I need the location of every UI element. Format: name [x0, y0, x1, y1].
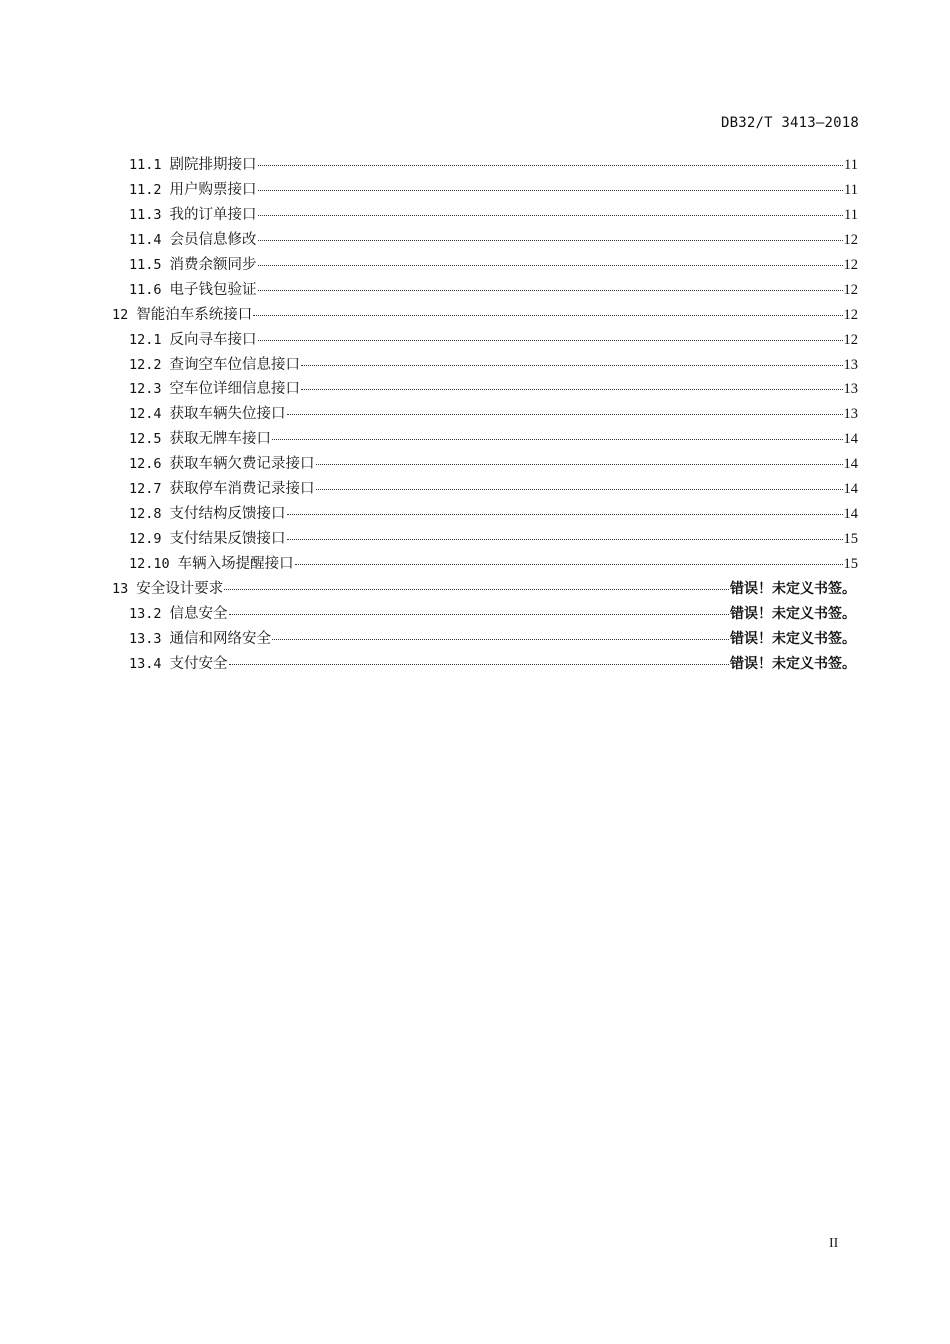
toc-entry-number: 11.6: [129, 281, 162, 298]
toc-entry-page: 14: [843, 506, 858, 523]
toc-entry-bookmark-error: 错误！未定义书签。: [730, 630, 856, 647]
toc-entry[interactable]: [112, 627, 860, 652]
toc-entry-page: 14: [843, 431, 858, 448]
toc-entry-page: 14: [843, 456, 858, 473]
toc-dot-leader: [295, 564, 843, 565]
toc-entry-number: 12.4: [129, 406, 162, 423]
toc-entry-number: 12.1: [129, 331, 162, 348]
toc-entry[interactable]: [112, 602, 860, 627]
toc-entry-title: 智能泊车系统接口: [136, 306, 253, 323]
toc-entry-bookmark-error: 错误！未定义书签。: [730, 605, 856, 622]
toc-entry-title: 反向寻车接口: [169, 331, 257, 348]
toc-entry[interactable]: [112, 178, 860, 203]
toc-entry-number: 13: [112, 580, 129, 597]
toc-entry-title: 用户购票接口: [169, 181, 257, 198]
toc-entry-number: 11.2: [129, 181, 162, 198]
table-of-contents: [112, 153, 860, 677]
toc-entry-page: 12: [843, 331, 858, 348]
page-number: II: [829, 1236, 839, 1251]
toc-entry-number: 13.3: [129, 630, 162, 647]
toc-entry-number: 12.2: [129, 356, 162, 373]
toc-entry[interactable]: [112, 402, 860, 427]
toc-entry-number: 13.4: [129, 655, 162, 672]
toc-entry-title: 安全设计要求: [136, 580, 224, 597]
toc-entry-page: 13: [843, 356, 858, 373]
toc-entry[interactable]: [112, 552, 860, 577]
toc-entry-title: 车辆入场提醒接口: [177, 556, 294, 572]
toc-dot-leader: [258, 190, 844, 191]
toc-dot-leader: [287, 414, 843, 415]
toc-entry[interactable]: [112, 228, 860, 253]
toc-entry-title: 支付结构反馈接口: [169, 506, 286, 523]
toc-entry-number: 11.5: [129, 256, 162, 273]
toc-dot-leader: [301, 389, 842, 390]
toc-dot-leader: [272, 439, 842, 440]
toc-entry[interactable]: [112, 278, 860, 303]
toc-entry-title: 通信和网络安全: [169, 630, 272, 647]
toc-entry-title: 电子钱包验证: [169, 281, 257, 298]
toc-entry[interactable]: [112, 203, 860, 228]
toc-entry-title: 支付安全: [169, 655, 228, 672]
toc-dot-leader: [229, 664, 729, 665]
toc-entry-bookmark-error: 错误！未定义书签。: [730, 580, 856, 597]
toc-entry-title: 消费余额同步: [169, 256, 257, 273]
toc-entry-page: 12: [843, 231, 858, 248]
toc-entry-bookmark-error: 错误！未定义书签。: [730, 655, 856, 672]
toc-entry-number: 12.9: [129, 531, 162, 548]
toc-entry[interactable]: [112, 652, 860, 677]
toc-entry-title: 我的订单接口: [169, 206, 257, 223]
toc-entry[interactable]: [112, 427, 860, 452]
toc-entry-number: 12.5: [129, 431, 162, 448]
toc-entry[interactable]: [112, 527, 860, 552]
toc-entry-page: 15: [843, 531, 858, 548]
toc-entry[interactable]: [112, 303, 860, 328]
toc-entry-page: 11: [844, 181, 858, 198]
toc-dot-leader: [258, 290, 843, 291]
toc-entry[interactable]: [112, 377, 860, 402]
toc-entry[interactable]: [112, 477, 860, 502]
toc-entry-title: 获取车辆失位接口: [169, 406, 286, 423]
toc-dot-leader: [258, 215, 844, 216]
toc-entry-title: 剧院排期接口: [169, 157, 257, 173]
toc-entry-title: 信息安全: [169, 605, 228, 622]
toc-dot-leader: [258, 240, 843, 241]
toc-entry[interactable]: [112, 253, 860, 278]
toc-dot-leader: [229, 614, 729, 615]
toc-dot-leader: [258, 165, 844, 166]
toc-dot-leader: [224, 589, 729, 590]
toc-entry-title: 获取无牌车接口: [169, 431, 272, 448]
toc-entry-title: 获取停车消费记录接口: [169, 481, 315, 498]
toc-dot-leader: [272, 639, 729, 640]
toc-entry-page: 13: [843, 406, 858, 423]
toc-entry-number: 12.7: [129, 481, 162, 498]
toc-dot-leader: [258, 340, 843, 341]
toc-entry[interactable]: [112, 452, 860, 477]
toc-entry-number: 11.1: [129, 157, 162, 173]
toc-entry[interactable]: [112, 502, 860, 527]
page-header: DB32/T 3413—2018: [720, 115, 859, 131]
toc-entry-page: 11: [844, 206, 858, 223]
toc-entry-page: 14: [843, 481, 858, 498]
toc-entry-number: 11.3: [129, 206, 162, 223]
toc-entry-number: 12.8: [129, 506, 162, 523]
toc-entry[interactable]: [112, 577, 860, 602]
toc-entry-page: 12: [843, 256, 858, 273]
toc-entry-page: 12: [843, 281, 858, 298]
toc-entry-number: 13.2: [129, 605, 162, 622]
toc-entry[interactable]: [112, 328, 860, 353]
toc-entry-page: 12: [843, 306, 858, 323]
toc-entry-title: 查询空车位信息接口: [169, 356, 301, 373]
toc-entry-title: 获取车辆欠费记录接口: [169, 456, 315, 473]
toc-entry[interactable]: [112, 153, 860, 178]
toc-dot-leader: [301, 365, 842, 366]
toc-entry-number: 11.4: [129, 231, 162, 248]
toc-entry-title: 支付结果反馈接口: [169, 531, 286, 548]
toc-entry-page: 11: [844, 157, 858, 173]
toc-dot-leader: [253, 315, 842, 316]
toc-dot-leader: [316, 464, 843, 465]
toc-entry-number: 12.3: [129, 381, 162, 398]
toc-entry-title: 会员信息修改: [169, 231, 257, 248]
toc-entry-number: 12.10: [129, 556, 170, 572]
toc-entry-number: 12: [112, 306, 129, 323]
toc-entry-number: 12.6: [129, 456, 162, 473]
toc-entry-title: 空车位详细信息接口: [169, 381, 301, 398]
toc-dot-leader: [287, 514, 843, 515]
toc-dot-leader: [287, 539, 843, 540]
toc-entry-page: 13: [843, 381, 858, 398]
toc-entry[interactable]: [112, 353, 860, 378]
toc-entry-page: 15: [843, 556, 858, 572]
toc-dot-leader: [258, 265, 843, 266]
toc-dot-leader: [316, 489, 843, 490]
